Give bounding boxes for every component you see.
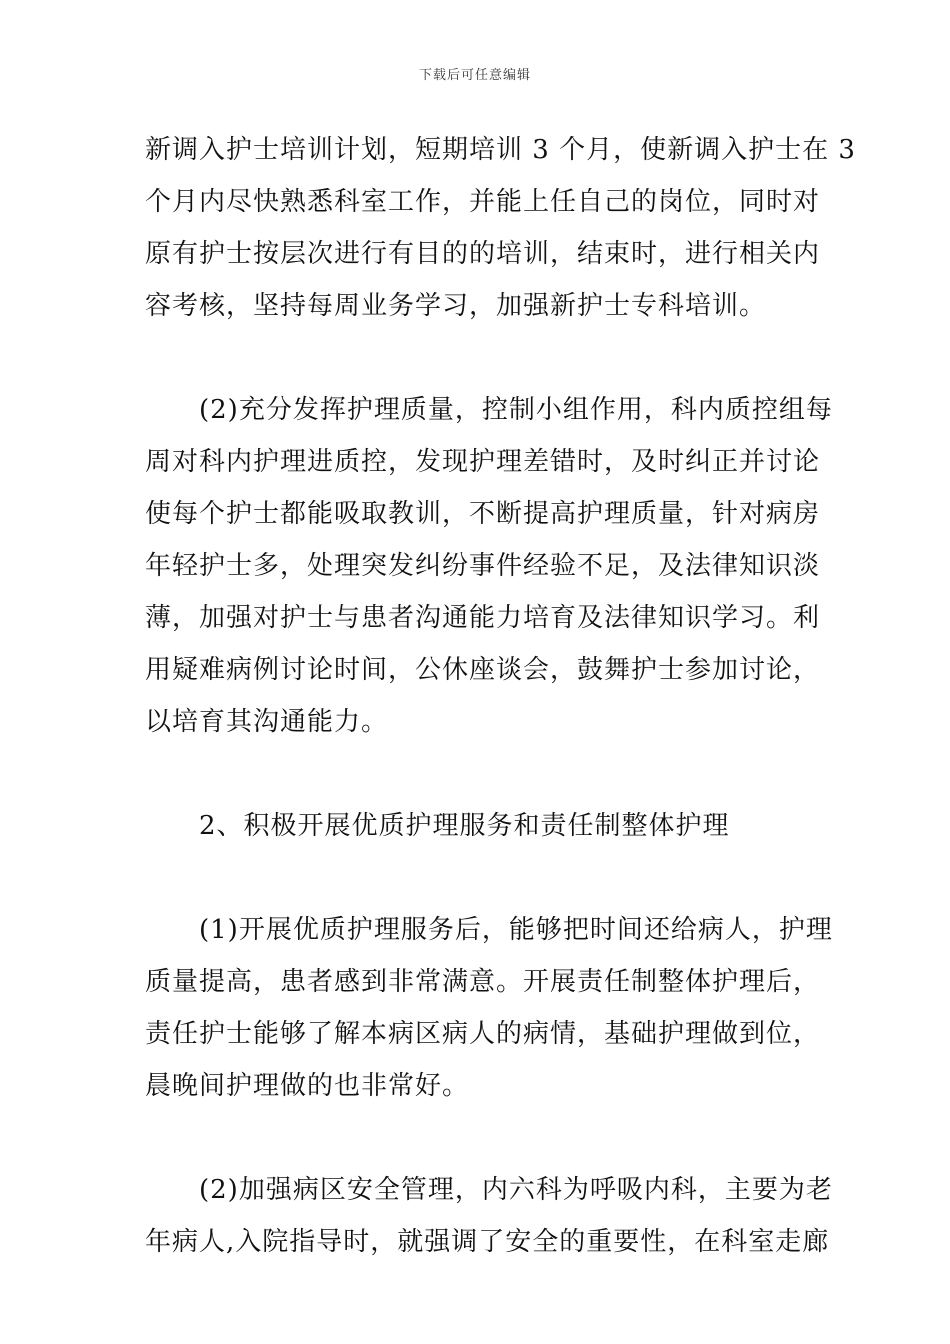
paragraph-training-plan xyxy=(145,124,856,332)
text-line: 年病人,入院指导时，就强调了安全的重要性，在科室走廊 xyxy=(145,1227,830,1257)
text-line: (1)开展优质护理服务后，能够把时间还给病人，护理 xyxy=(199,915,833,945)
text-line: 责任护士能够了解本病区病人的病情，基础护理做到位， xyxy=(145,1019,821,1049)
text-line: (2)充分发挥护理质量，控制小组作用，科内质控组每 xyxy=(199,395,833,425)
paragraph-quality-control xyxy=(145,384,833,748)
text-line: 质量提高，患者感到非常满意。开展责任制整体护理后， xyxy=(145,967,821,997)
text-line: 容考核，坚持每周业务学习，加强新护士专科培训。 xyxy=(145,291,767,321)
section-heading xyxy=(145,800,807,852)
page-header: 下载后可任意编辑 xyxy=(418,68,531,83)
text-line: 使每个护士都能吸取教训，不断提高护理质量，针对病房 xyxy=(145,499,821,529)
text-line: 新调入护士培训计划，短期培训 3 个月，使新调入护士在 3 xyxy=(145,135,856,165)
paragraph-safety-management xyxy=(145,1164,833,1268)
paragraph-spacer xyxy=(145,332,807,384)
text-line: 晨晚间护理做的也非常好。 xyxy=(145,1071,470,1101)
document-body xyxy=(145,124,856,1268)
paragraph-quality-service xyxy=(145,904,833,1112)
text-line: 用疑难病例讨论时间，公休座谈会，鼓舞护士参加讨论， xyxy=(145,655,821,685)
text-line: 2、积极开展优质护理服务和责任制整体护理 xyxy=(199,811,730,841)
paragraph-spacer xyxy=(145,852,807,904)
text-line: 原有护士按层次进行有目的的培训，结束时，进行相关内 xyxy=(145,239,821,269)
paragraph-spacer xyxy=(145,1112,807,1164)
text-line: 个月内尽快熟悉科室工作，并能上任自己的岗位，同时对 xyxy=(145,187,821,217)
text-line: (2)加强病区安全管理，内六科为呼吸内科，主要为老 xyxy=(199,1175,833,1205)
text-line: 周对科内护理进质控，发现护理差错时，及时纠正并讨论 xyxy=(145,447,821,477)
text-line: 年轻护士多，处理突发纠纷事件经验不足，及法律知识淡 xyxy=(145,551,821,581)
text-line: 以培育其沟通能力。 xyxy=(145,707,389,737)
text-line: 薄，加强对护士与患者沟通能力培育及法律知识学习。利 xyxy=(145,603,821,633)
paragraph-spacer xyxy=(145,748,807,800)
